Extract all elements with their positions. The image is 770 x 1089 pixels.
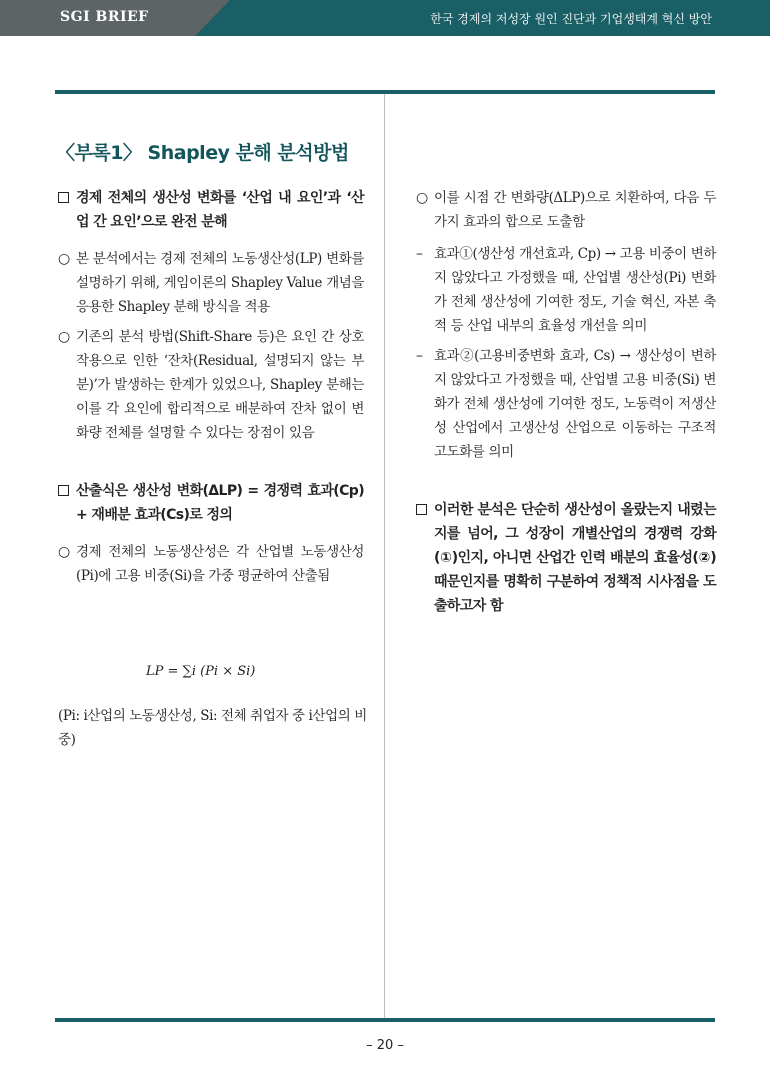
top-rule: [55, 90, 715, 94]
page-header: [0, 0, 770, 36]
heading-item: [416, 498, 716, 618]
right-column: [416, 186, 716, 618]
formula-note: (Pi: i산업의 노동생산성, Si: 전체 취업자 중 i산업의 비중): [58, 708, 367, 748]
dash-bullet-icon: –: [416, 246, 423, 262]
bullet-text: 기존의 분석 방법(Shift-Share 등)은 요인 간 상호작용으로 인한 ‘잔차(Residual, 설명되지 않는 부분)’가 발생하는 한계가 있었으나, Shapley 분해는 이를 각 요인에 합리적으로 배분하여 잔차 없이 변화량 전체를 설명할 수 있다는 장점이 있음: [76, 329, 364, 441]
bullet-text: 경제 전체의 노동생산성은 각 산업별 노동생산성(Pi)에 고용 비중(Si)을 가중 평균하여 산출됨: [76, 544, 364, 584]
checkbox-square-icon: [58, 479, 76, 504]
section-title: 〈부록1〉 Shapley 분해 분석방법: [56, 142, 349, 164]
dash-item: [416, 242, 716, 338]
heading-item: [58, 479, 364, 527]
circle-bullet-icon: ○: [416, 190, 429, 206]
heading-item: [58, 186, 364, 234]
bullet-text: 본 분석에서는 경제 전체의 노동생산성(LP) 변화를 설명하기 위해, 게임이론의 Shapley Value 개념을 응용한 Shapley 분해 방식을 적용: [76, 251, 364, 315]
formula: LP = ∑i (Pi × Si): [146, 664, 256, 679]
dash-bullet-icon: –: [416, 348, 423, 364]
page-number: – 20 –: [366, 1038, 404, 1053]
circle-bullet-icon: ○: [58, 329, 71, 345]
circle-bullet-icon: ○: [58, 544, 71, 560]
heading-text: 산출식은 생산성 변화(ΔLP) = 경쟁력 효과(Cp) + 재배분 효과(Cs)로 정의: [76, 483, 364, 523]
circle-bullet-icon: ○: [58, 251, 71, 267]
column-divider: [384, 94, 385, 1018]
report-title: 한국 경제의 저성장 원인 진단과 기업생태계 혁신 방안: [430, 12, 712, 26]
brand-label: SGI BRIEF: [60, 9, 149, 25]
bullet-text: 이를 시점 간 변화량(ΔLP)으로 치환하여, 다음 두 가지 효과의 합으로 도출함: [434, 190, 716, 230]
bullet-item: [58, 247, 364, 319]
left-column: [58, 186, 364, 588]
heading-text: 이러한 분석은 단순히 생산성이 올랐는지 내렸는지를 넘어, 그 성장이 개별산업의 경쟁력 강화(①)인지, 아니면 산업간 인력 배분의 효율성(②) 때문인지를 명확히 구분하여 정책적 시사점을 도출하고자 함: [434, 502, 716, 614]
dash-item: [416, 344, 716, 464]
checkbox-square-icon: [58, 186, 76, 211]
bullet-item: [58, 540, 364, 588]
dash-text: 효과①(생산성 개선효과, Cp) → 고용 비중이 변하지 않았다고 가정했을 때, 산업별 생산성(Pi) 변화가 전체 생산성에 기여한 정도, 기술 혁신, 자본 축적 등 산업 내부의 효율성 개선을 의미: [434, 246, 716, 334]
bullet-item: [58, 325, 364, 445]
bottom-rule: [55, 1018, 715, 1022]
checkbox-square-icon: [416, 498, 434, 523]
heading-text: 경제 전체의 생산성 변화를 ‘산업 내 요인’과 ‘산업 간 요인’으로 완전 분해: [76, 190, 364, 230]
bullet-item: [416, 186, 716, 234]
dash-text: 효과②(고용비중변화 효과, Cs) → 생산성이 변하지 않았다고 가정했을 때, 산업별 고용 비중(Si) 변화가 전체 생산성에 기여한 정도, 노동력이 저생산성 산업에서 고생산성 산업으로 이동하는 구조적 고도화를 의미: [434, 348, 716, 460]
